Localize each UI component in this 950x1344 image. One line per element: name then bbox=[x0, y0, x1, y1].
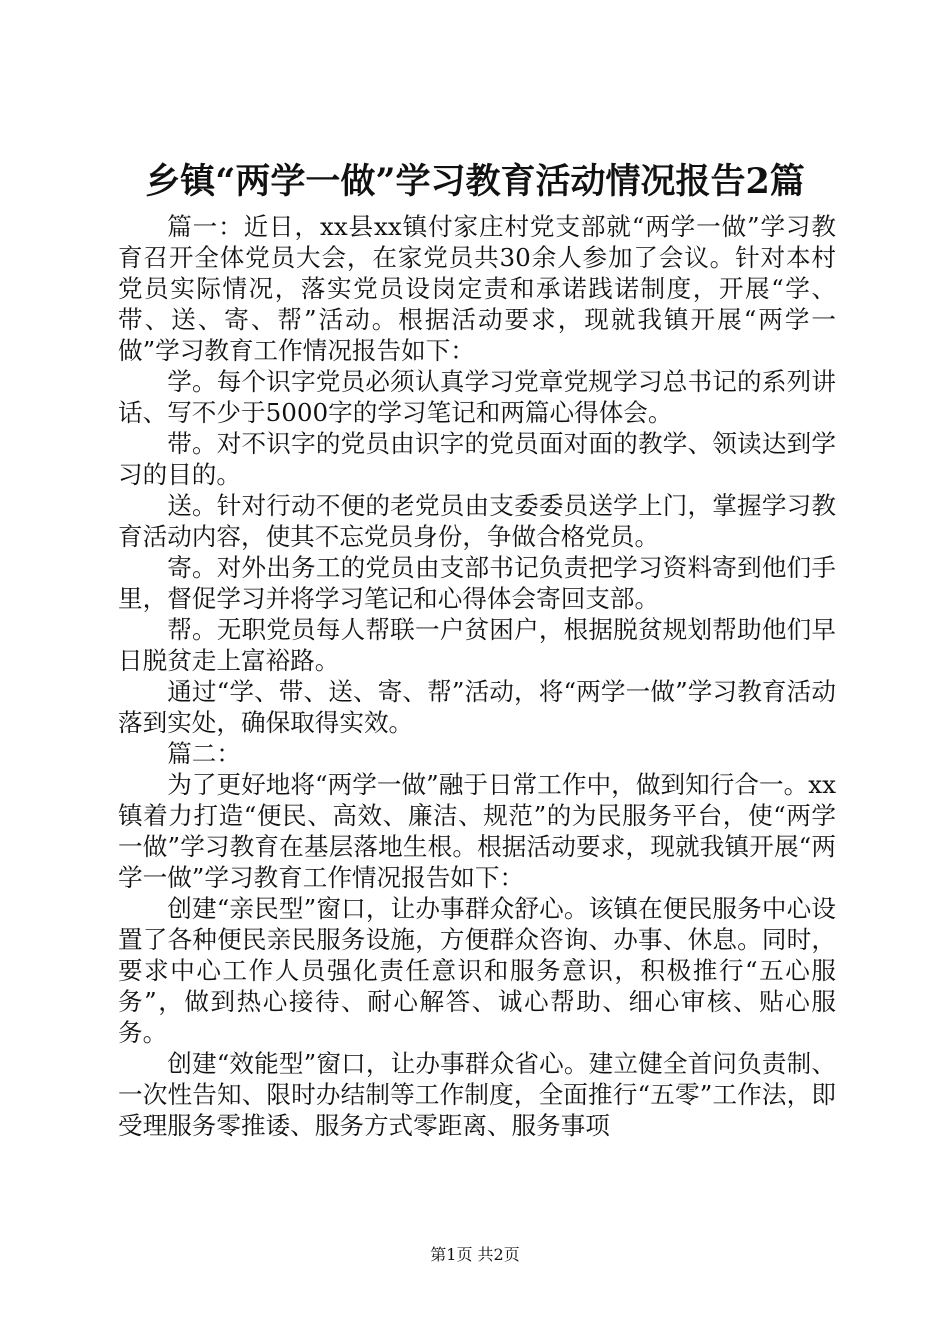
document-body bbox=[118, 211, 836, 1141]
document-title: 乡镇“两学一做”学习教育活动情况报告2篇 bbox=[145, 161, 805, 202]
paragraph: 学。每个识字党员必须认真学习党章党规学习总书记的系列讲话、写不少于5000字的学习笔记和两篇心得体会。 bbox=[118, 367, 836, 427]
paragraph: 送。针对行动不便的老党员由支委委员送学上门，掌握学习教育活动内容，使其不忘党员身份，争做合格党员。 bbox=[118, 491, 836, 551]
paragraph: 为了更好地将“两学一做”融于日常工作中，做到知行合一。xx镇着力打造“便民、高效、廉洁、规范”的为民服务平台，使“两学一做”学习教育在基层落地生根。根据活动要求，现就我镇开展“两学一做”学习教育工作情况报告如下： bbox=[118, 770, 836, 892]
paragraph: 篇二： bbox=[167, 739, 241, 768]
paragraph: 寄。对外出务工的党员由支部书记负责把学习资料寄到他们手里，督促学习并将学习笔记和心得体会寄回支部。 bbox=[118, 553, 836, 613]
paragraph: 创建“亲民型”窗口，让办事群众舒心。该镇在便民服务中心设置了各种便民亲民服务设施，方便群众咨询、办事、休息。同时，要求中心工作人员强化责任意识和服务意识，积极推行“五心服务”，做到热心接待、耐心解答、诚心帮助、细心审核、贴心服务。 bbox=[118, 894, 836, 1047]
paragraph: 带。对不识字的党员由识字的党员面对面的教学、领读达到学习的目的。 bbox=[118, 429, 836, 489]
paragraph: 创建“效能型”窗口，让办事群众省心。建立健全首问负责制、一次性告知、限时办结制等工作制度，全面推行“五零”工作法，即受理服务零推诿、服务方式零距离、服务事项 bbox=[118, 1049, 836, 1140]
paragraph: 通过“学、带、送、寄、帮”活动，将“两学一做”学习教育活动落到实处，确保取得实效。 bbox=[118, 677, 836, 737]
page-number-footer: 第1页 共2页 bbox=[430, 1245, 520, 1264]
paragraph: 篇一：近日，xx县xx镇付家庄村党支部就“两学一做”学习教育召开全体党员大会，在家党员共30余人参加了会议。针对本村党员实际情况，落实党员设岗定责和承诺践诺制度，开展“学、带、送、寄、帮”活动。根据活动要求，现就我镇开展“两学一做”学习教育工作情况报告如下： bbox=[118, 212, 836, 365]
paragraph: 帮。无职党员每人帮联一户贫困户，根据脱贫规划帮助他们早日脱贫走上富裕路。 bbox=[118, 615, 836, 675]
